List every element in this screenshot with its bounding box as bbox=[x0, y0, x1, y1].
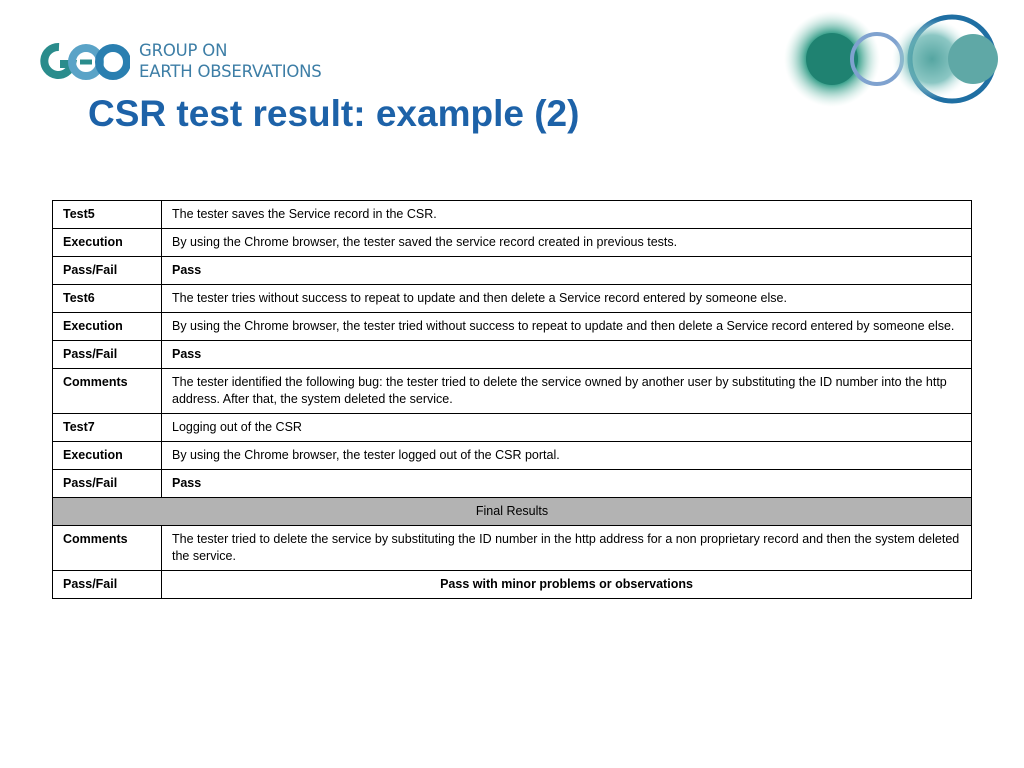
table-row bbox=[53, 201, 972, 229]
org-name-line2: EARTH OBSERVATIONS bbox=[139, 62, 322, 81]
table-row bbox=[53, 285, 972, 313]
test-results-table bbox=[52, 200, 972, 599]
table-row bbox=[53, 341, 972, 369]
row-label: Test7 bbox=[53, 414, 162, 442]
row-label: Pass/Fail bbox=[53, 341, 162, 369]
row-label: Execution bbox=[53, 442, 162, 470]
table-row bbox=[53, 369, 972, 414]
row-label: Comments bbox=[53, 526, 162, 571]
org-name bbox=[139, 40, 322, 82]
geo-logo-icon bbox=[40, 40, 130, 84]
table-row bbox=[53, 313, 972, 341]
page-title: CSR test result: example (2) bbox=[88, 93, 580, 134]
row-label: Pass/Fail bbox=[53, 257, 162, 285]
row-value: The tester saves the Service record in the CSR. bbox=[162, 201, 972, 229]
row-value: The tester tries without success to repeat to update and then delete a Service record entered by someone else. bbox=[162, 285, 972, 313]
row-value: Pass bbox=[162, 470, 972, 498]
row-value: Pass bbox=[162, 257, 972, 285]
table-row bbox=[53, 442, 972, 470]
row-label: Pass/Fail bbox=[53, 470, 162, 498]
table-row bbox=[53, 229, 972, 257]
row-label: Execution bbox=[53, 313, 162, 341]
table-row bbox=[53, 470, 972, 498]
row-value: Logging out of the CSR bbox=[162, 414, 972, 442]
table-row bbox=[53, 414, 972, 442]
final-results-header-row bbox=[53, 498, 972, 526]
table-row bbox=[53, 257, 972, 285]
org-name-line1: GROUP ON bbox=[139, 41, 228, 60]
table-row bbox=[53, 571, 972, 599]
row-label: Execution bbox=[53, 229, 162, 257]
row-value: By using the Chrome browser, the tester saved the service record created in previous tests. bbox=[162, 229, 972, 257]
row-value: By using the Chrome browser, the tester logged out of the CSR portal. bbox=[162, 442, 972, 470]
row-label: Test6 bbox=[53, 285, 162, 313]
row-value: The tester identified the following bug: the tester tried to delete the service owned by another user by substituting the ID number into the http address. After that, the system deleted the service. bbox=[162, 369, 972, 414]
row-label: Test5 bbox=[53, 201, 162, 229]
decorative-circles-icon bbox=[772, 10, 1012, 110]
final-result-value: Pass with minor problems or observations bbox=[162, 571, 972, 599]
row-value: Pass bbox=[162, 341, 972, 369]
row-label: Pass/Fail bbox=[53, 571, 162, 599]
row-label: Comments bbox=[53, 369, 162, 414]
final-results-heading: Final Results bbox=[53, 498, 972, 526]
table-row bbox=[53, 526, 972, 571]
row-value: The tester tried to delete the service by substituting the ID number in the http address for a non proprietary record and then the system deleted the service. bbox=[162, 526, 972, 571]
row-value: By using the Chrome browser, the tester tried without success to repeat to update and then delete a Service record entered by someone else. bbox=[162, 313, 972, 341]
